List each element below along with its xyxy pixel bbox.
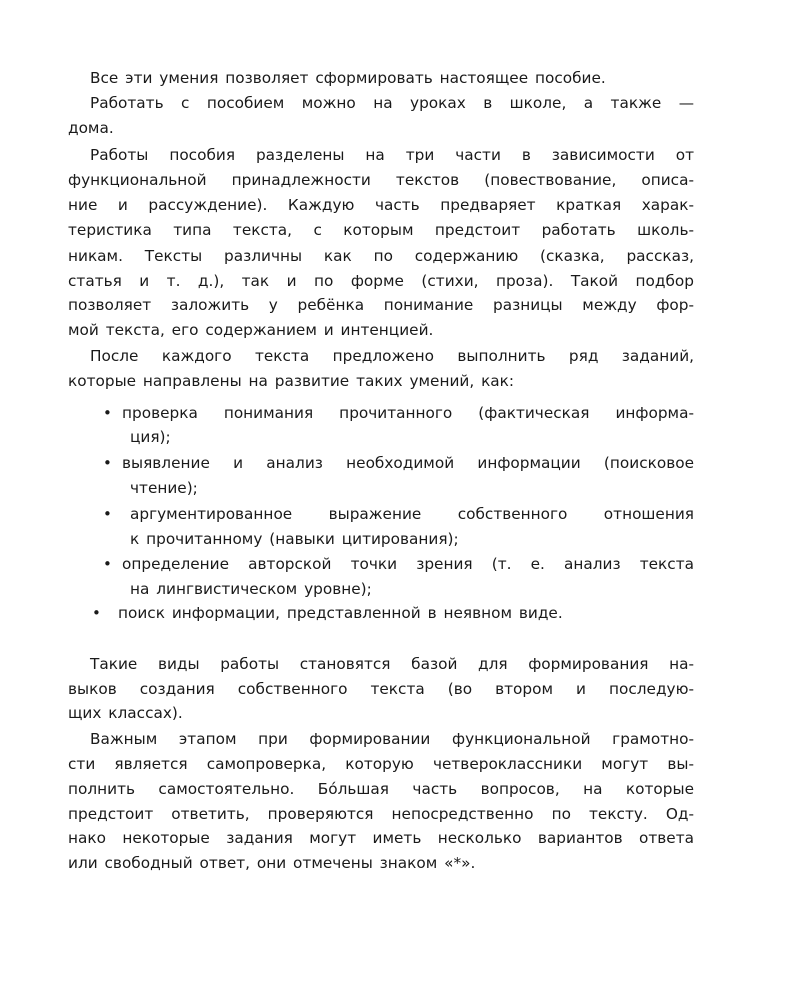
bullet-icon: • <box>103 454 112 472</box>
list-item-line: на лингвистическом уровне); <box>130 580 372 598</box>
paragraph-line: полнить самостоятельно. Бóльшая часть вопросов, на которые <box>68 780 694 798</box>
paragraph-line: функциональной принадлежности текстов (повествование, описа- <box>68 171 694 189</box>
list-item-line: ция); <box>130 428 171 446</box>
paragraph-line: позволяет заложить у ребёнка понимание разницы между фор- <box>68 296 694 314</box>
paragraph-line: или свободный ответ, они отмечены знаком «*». <box>68 854 476 872</box>
paragraph-line: теристика типа текста, с которым предстоит работать школь- <box>68 221 694 239</box>
list-item-line: выявление и анализ необходимой информации (поисковое <box>122 454 694 472</box>
list-item-line: чтение); <box>130 479 198 497</box>
paragraph-line: которые направлены на развитие таких умений, как: <box>68 372 515 390</box>
paragraph-line: сти является самопроверка, которую четвероклассники могут вы- <box>68 755 694 773</box>
list-item-line: определение авторской точки зрения (т. е. анализ текста <box>122 555 694 573</box>
paragraph-line: щих классах). <box>68 704 183 722</box>
bullet-icon: • <box>103 404 112 422</box>
paragraph-line: После каждого текста предложено выполнить ряд заданий, <box>90 347 694 365</box>
list-item-line: к прочитанному (навыки цитирования); <box>130 530 459 548</box>
paragraph-line: ние и рассуждение). Каждую часть предваряет краткая харак- <box>68 196 694 214</box>
list-item-line: поиск информации, представленной в неявном виде. <box>118 604 563 622</box>
paragraph-line: выков создания собственного текста (во втором и последую- <box>68 680 694 698</box>
list-item-line: проверка понимания прочитанного (фактическая информа- <box>122 404 694 422</box>
paragraph-line: дома. <box>68 119 114 137</box>
paragraph-line: никам. Тексты различны как по содержанию (сказка, рассказ, <box>68 247 694 265</box>
list-item-line: аргументированное выражение собственного отношения <box>130 505 694 523</box>
paragraph-line: Важным этапом при формировании функциональной грамотно- <box>90 730 694 748</box>
paragraph-line: Такие виды работы становятся базой для формирования на- <box>90 655 694 673</box>
bullet-icon: • <box>92 604 101 622</box>
paragraph-line: Работы пособия разделены на три части в зависимости от <box>90 146 694 164</box>
paragraph-line: статья и т. д.), так и по форме (стихи, проза). Такой подбор <box>68 272 694 290</box>
paragraph-line: предстоит ответить, проверяются непосредственно по тексту. Од- <box>68 805 694 823</box>
paragraph-line: Работать с пособием можно на уроках в школе, а также — <box>90 94 694 112</box>
paragraph-line: Все эти умения позволяет сформировать настоящее пособие. <box>90 69 606 87</box>
paragraph-line: нако некоторые задания могут иметь несколько вариантов ответа <box>68 829 694 847</box>
bullet-icon: • <box>103 505 112 523</box>
bullet-icon: • <box>103 555 112 573</box>
paragraph-line: мой текста, его содержанием и интенцией. <box>68 321 434 339</box>
